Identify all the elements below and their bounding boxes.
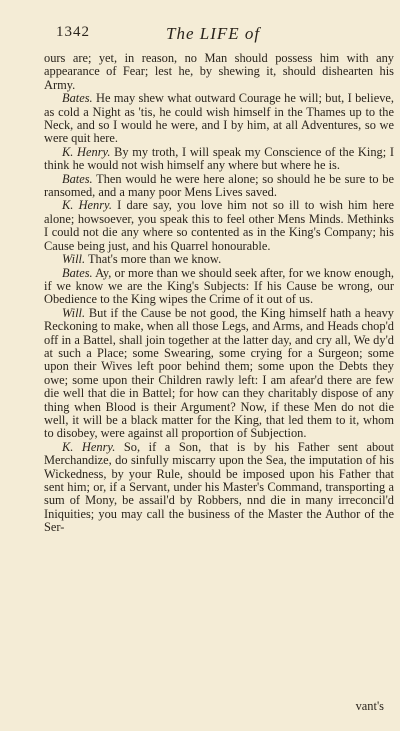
paragraph bbox=[44, 199, 394, 253]
page-header bbox=[0, 24, 400, 52]
paragraph-text: But if the Cause be not good, the King himself hath a heavy Reckoning to make, when all those Legs, and Arms, and Heads chop'd off in a Battel, shall join together at the latter day, and cry all, We dy'd at such a Place; some Swearing, some crying for a Surgeon; some upon their Wives left poor behind them; some upon the Debts they owe; some upon their Children rawly left: I am afear'd there are few die well that die in Battel; for how can they charitably dispose of any thing when Blood is their Argument? Now, if these Men do not die well, it will be a black matter for the King, that led them to it, whom to disobey, were against all proportion of Subjection. bbox=[44, 305, 394, 441]
paragraph-text: So, if a Son, that is by his Father sent about Merchandize, do sinfully miscarry upon the Sea, the imputation of his Wickedness, by your Rule, should be imposed upon his Father that sent him; or, if a Servant, under his Master's Command, transporting a sum of Mony, be assail'd by Robbers, nnd die in many irreconcil'd Iniquities; you may call the business of the Master the Author of the Ser- bbox=[44, 439, 394, 535]
paragraph-text: I dare say, you love him not so ill to wish him here alone; howsoever, you speak this to feel other Mens Minds. Methinks I could not die any where so contented as in the King's Company; his Cause being just, and his Quarrel honourable. bbox=[44, 198, 394, 253]
speaker-name: Bates. bbox=[62, 171, 93, 186]
paragraph bbox=[44, 173, 394, 200]
speaker-name: K. Henry. bbox=[62, 439, 116, 454]
speaker-name: Will. bbox=[62, 252, 86, 267]
running-title: The LIFE of bbox=[166, 24, 261, 43]
paragraph bbox=[44, 52, 394, 92]
paragraph bbox=[44, 253, 394, 266]
paragraph-text: Ay, or more than we should seek after, for we know enough, if we know we are the King's Subjects: If his Cause be wrong, our Obedience to the King wipes the Crime of it out of us. bbox=[44, 265, 394, 307]
page-number: 1342 bbox=[56, 24, 90, 40]
paragraph-text: By my troth, I will speak my Conscience of the King; I think he would not wish himself any where but where he is. bbox=[44, 144, 394, 173]
paragraph bbox=[44, 92, 394, 146]
speaker-name: K. Henry. bbox=[62, 144, 111, 159]
paragraph bbox=[44, 307, 394, 441]
speaker-name: K. Henry. bbox=[62, 198, 112, 213]
catchword: vant's bbox=[355, 699, 384, 713]
speaker-name: Bates. bbox=[62, 91, 93, 106]
paragraph-text: He may shew what outward Courage he will; but, I believe, as cold a Night as 'tis, he could wish himself in the Thames up to the Neck, and so I would he were, and I by him, at all Adventures, so we were quit here. bbox=[44, 91, 394, 146]
paragraph bbox=[44, 267, 394, 307]
paragraph-text: ours are; yet, in reason, no Man should possess him with any appearance of Fear; lest he, by shewing it, should dishearten his Army. bbox=[44, 51, 394, 92]
paragraph-text: Then would he were here alone; so should he be sure to be ransomed, and a many poor Mens Lives saved. bbox=[44, 171, 394, 200]
paragraph bbox=[44, 146, 394, 173]
body-text bbox=[44, 52, 394, 535]
paragraph-text: That's more than we know. bbox=[87, 252, 222, 267]
speaker-name: Will. bbox=[62, 305, 86, 320]
paragraph bbox=[44, 441, 394, 535]
speaker-name: Bates. bbox=[62, 265, 93, 280]
